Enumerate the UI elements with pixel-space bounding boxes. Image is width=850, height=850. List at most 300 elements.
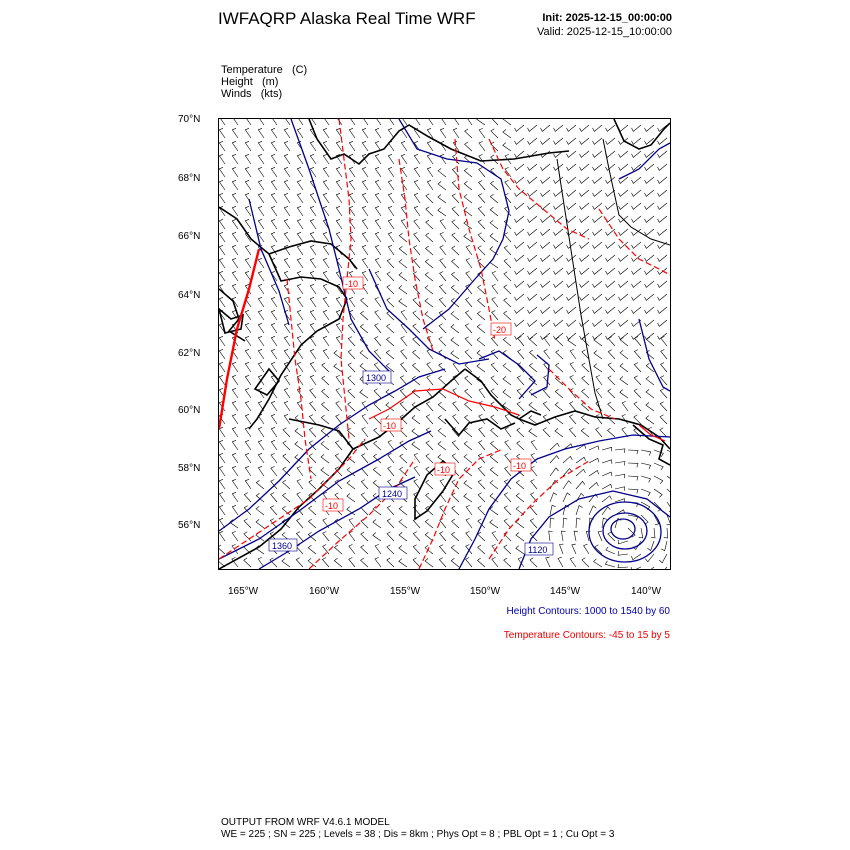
- wind-barb: [271, 297, 277, 307]
- wind-barb: [453, 128, 459, 138]
- wind-barb: [219, 531, 225, 541]
- wind-barb: [503, 376, 511, 385]
- wind-barb: [426, 220, 433, 229]
- wind-barb: [219, 375, 225, 385]
- wind-barb: [258, 557, 264, 567]
- wind-barb: [466, 271, 472, 281]
- wind-barb: [589, 446, 599, 450]
- height-label: [363, 371, 391, 383]
- wind-barb: [619, 229, 629, 235]
- wind-barb: [427, 180, 433, 190]
- wind-barb: [245, 401, 251, 411]
- wind-barb: [567, 307, 577, 313]
- wind-barb: [349, 232, 355, 242]
- wind-barb: [593, 320, 603, 326]
- wind-barb: [426, 207, 433, 216]
- wind-barb: [619, 307, 629, 313]
- wind-barb: [271, 193, 277, 203]
- wind-barb: [413, 558, 420, 567]
- wind-barb: [321, 415, 329, 424]
- wind-barb: [528, 229, 538, 235]
- wind-barb: [219, 492, 225, 502]
- wind-barb: [284, 206, 290, 216]
- wind-barb: [490, 207, 498, 216]
- wind-barb: [568, 338, 576, 346]
- wind-barb: [348, 350, 355, 359]
- wind-barb: [258, 206, 264, 216]
- wind-barb: [528, 307, 538, 313]
- wind-barb: [658, 190, 668, 196]
- svg-text:-10: -10: [383, 421, 397, 431]
- wind-barb: [645, 554, 654, 562]
- wind-barb: [413, 311, 420, 320]
- wind-barb: [360, 350, 368, 359]
- lat-label: 64°N: [178, 290, 201, 301]
- wind-barb: [554, 294, 564, 300]
- wind-barb: [271, 414, 277, 424]
- wind-barb: [503, 143, 511, 151]
- wind-barb: [297, 193, 303, 203]
- wind-barb: [387, 545, 394, 554]
- wind-barb: [425, 298, 433, 307]
- wind-barb: [479, 428, 485, 438]
- wind-barb: [658, 151, 668, 157]
- wind-barb: [515, 203, 525, 209]
- wind-barb: [567, 177, 577, 183]
- wind-barb: [295, 442, 303, 451]
- wind-barb: [360, 390, 368, 398]
- wind-barb: [427, 141, 433, 151]
- wind-barb: [541, 320, 551, 326]
- wind-barb: [245, 453, 251, 463]
- wind-barb: [440, 272, 446, 282]
- wind-barb: [581, 428, 589, 437]
- wind-barb: [399, 246, 407, 255]
- wind-barb: [504, 246, 511, 255]
- wind-barb: [271, 493, 277, 503]
- height-label: [379, 487, 407, 499]
- wind-barb: [414, 167, 420, 177]
- wind-barb: [310, 362, 316, 372]
- wind-barb: [504, 506, 511, 515]
- wind-barb: [465, 311, 472, 320]
- wind-barb: [661, 363, 667, 373]
- wind-barb: [440, 219, 446, 229]
- map-title: IWFAQRP Alaska Real Time WRF: [218, 9, 476, 28]
- wind-barb: [348, 337, 355, 346]
- wind-barb: [362, 206, 368, 216]
- wind-barb: [244, 519, 251, 528]
- field-label: Height: [221, 76, 253, 88]
- wind-barb: [322, 402, 330, 411]
- wind-barb: [660, 428, 667, 437]
- wind-barb: [452, 207, 459, 216]
- wind-barb: [297, 271, 303, 281]
- wind-barb: [620, 337, 628, 346]
- wind-barb: [336, 219, 342, 229]
- wind-barb: [580, 255, 590, 261]
- wind-barb: [491, 119, 498, 125]
- wind-barb: [308, 545, 316, 554]
- wind-barb: [528, 190, 538, 196]
- wind-barb: [258, 284, 264, 294]
- wind-barb: [543, 428, 550, 437]
- wind-barb: [427, 119, 433, 125]
- wind-barb: [606, 547, 615, 554]
- wind-barb: [550, 443, 559, 450]
- wind-barb: [232, 193, 238, 203]
- wind-barb: [529, 429, 537, 437]
- wind-barb: [414, 233, 420, 243]
- wind-barb: [576, 469, 585, 476]
- wind-barb: [427, 154, 433, 164]
- wind-barb: [518, 337, 524, 347]
- wind-barb: [438, 181, 446, 190]
- wind-barb: [558, 557, 563, 567]
- wind-barb: [232, 466, 238, 476]
- wind-barb: [641, 463, 651, 469]
- wind-barb: [399, 559, 407, 567]
- wind-barb: [297, 284, 303, 294]
- wind-barb: [310, 389, 316, 399]
- wind-barb: [387, 285, 394, 294]
- wind-barb: [582, 363, 589, 372]
- wind-barb: [580, 281, 590, 287]
- wind-barb: [606, 307, 616, 313]
- wind-barb: [622, 414, 628, 424]
- wind-barb: [606, 203, 616, 209]
- wind-barb: [362, 219, 368, 229]
- wind-barb: [284, 336, 290, 346]
- wind-barb: [541, 229, 551, 235]
- wind-barb: [360, 324, 368, 333]
- wind-barb: [271, 128, 277, 138]
- wind-barb: [517, 441, 524, 450]
- wind-barb: [619, 333, 629, 339]
- wind-barb: [258, 219, 264, 229]
- wind-barb: [479, 388, 485, 398]
- height-label: [269, 539, 297, 551]
- wind-barb: [608, 376, 615, 385]
- wind-barb: [401, 141, 407, 151]
- wind-barb: [479, 141, 485, 151]
- wind-barb: [426, 493, 433, 502]
- wind-barb: [478, 220, 485, 229]
- wind-barb: [438, 402, 446, 411]
- wind-barb: [399, 259, 407, 268]
- wind-barb: [491, 376, 498, 385]
- wind-barb: [490, 194, 498, 203]
- wind-barb: [297, 362, 303, 372]
- wind-barb: [452, 246, 459, 255]
- wind-barb: [438, 168, 446, 177]
- wind-barb: [633, 541, 641, 550]
- wind-barb: [580, 294, 590, 300]
- wind-barb: [490, 480, 498, 489]
- wind-barb: [297, 492, 303, 502]
- wind-barb: [479, 181, 485, 191]
- wind-barb: [602, 472, 612, 476]
- wind-barb: [550, 518, 554, 528]
- wind-barb: [491, 363, 498, 372]
- wind-barb: [641, 450, 651, 456]
- wind-barb: [593, 229, 603, 235]
- wind-barb: [362, 180, 368, 190]
- wind-barb: [425, 285, 433, 294]
- wind-barb: [413, 298, 420, 307]
- wind-barb: [541, 333, 551, 339]
- wind-barb: [310, 297, 316, 307]
- wind-barb: [596, 415, 602, 425]
- wind-barb: [580, 242, 590, 248]
- wind-barb: [283, 454, 290, 463]
- wind-barb: [466, 558, 472, 568]
- wind-barb: [335, 545, 343, 554]
- wind-barb: [322, 363, 329, 372]
- wind-barb: [362, 141, 368, 151]
- wind-barb: [400, 454, 407, 463]
- wind-barb: [661, 336, 667, 346]
- wind-barb: [570, 402, 576, 412]
- wind-barb: [477, 337, 485, 346]
- wind-barb: [323, 532, 329, 542]
- wind-barb: [465, 324, 472, 333]
- wind-barb: [219, 258, 225, 268]
- wind-barb: [608, 389, 615, 398]
- wind-barb: [645, 216, 655, 222]
- wind-barb: [589, 506, 596, 515]
- wind-barb: [297, 167, 303, 177]
- wind-barb: [321, 481, 329, 489]
- wind-barb: [593, 164, 603, 170]
- wind-barb: [425, 312, 433, 321]
- wind-barb: [348, 389, 355, 398]
- wind-barb: [518, 350, 524, 360]
- wind-barb: [606, 125, 616, 131]
- wind-barb: [608, 350, 615, 359]
- wind-barb: [219, 466, 225, 476]
- wind-barb: [309, 519, 317, 528]
- wind-barb: [232, 232, 238, 242]
- wind-barb: [556, 363, 563, 372]
- wind-barb: [375, 180, 381, 190]
- wind-barb: [464, 494, 472, 502]
- wind-barb: [608, 428, 616, 437]
- wind-barb: [323, 336, 329, 346]
- wind-barb: [375, 193, 381, 203]
- wind-barb: [375, 128, 381, 138]
- wind-barb: [297, 310, 303, 320]
- wind-barb: [503, 337, 511, 346]
- wind-barb: [477, 324, 485, 333]
- wind-barb: [219, 128, 225, 138]
- field-height: [221, 76, 278, 88]
- wind-barb: [528, 333, 538, 339]
- wind-barb: [620, 377, 628, 386]
- wind-barb: [580, 203, 590, 209]
- wind-barb: [515, 216, 525, 222]
- wind-barb: [580, 138, 590, 144]
- wind-barbs: [219, 119, 670, 569]
- wind-barb: [505, 454, 511, 464]
- wind-barb: [387, 259, 394, 268]
- wind-barb: [570, 349, 576, 359]
- wind-barb: [413, 259, 420, 268]
- lat-label: 68°N: [178, 173, 201, 184]
- contour-labels: [269, 277, 553, 555]
- wind-barb: [490, 233, 498, 242]
- wind-barb: [297, 519, 303, 529]
- wind-barb: [245, 310, 251, 320]
- wind-barb: [244, 493, 251, 502]
- wind-barb: [580, 268, 590, 274]
- wind-barb: [282, 559, 290, 568]
- wind-barb: [515, 268, 525, 274]
- wind-barb: [439, 545, 446, 554]
- wind-barb: [589, 458, 599, 463]
- wind-barb: [414, 479, 420, 489]
- wind-barb: [478, 298, 486, 307]
- height-label: [525, 543, 553, 555]
- wind-barb: [515, 307, 525, 313]
- wind-barb: [256, 519, 264, 528]
- wind-barb: [505, 180, 511, 190]
- wind-barb: [245, 141, 251, 151]
- wind-barb: [492, 557, 498, 567]
- wind-barb: [245, 219, 251, 229]
- wind-barb: [336, 415, 342, 425]
- wind-barb: [401, 310, 407, 320]
- wind-barb: [426, 233, 433, 242]
- wind-barb: [414, 180, 420, 190]
- wind-barb: [375, 337, 381, 347]
- wind-barb: [531, 480, 537, 490]
- wind-barb: [594, 351, 602, 360]
- wind-barb: [569, 415, 576, 424]
- wind-barb: [374, 389, 381, 398]
- wind-barb: [323, 167, 329, 177]
- wind-barb: [654, 489, 662, 497]
- wind-barb: [516, 533, 524, 542]
- wind-barb: [593, 333, 603, 339]
- wind-barb: [426, 441, 433, 450]
- wind-barb: [654, 476, 663, 484]
- wind-barb: [401, 363, 407, 373]
- wind-barb: [295, 428, 303, 437]
- wind-barb: [546, 557, 550, 567]
- wind-barb: [283, 493, 291, 502]
- wind-barb: [388, 128, 394, 138]
- wind-barb: [567, 294, 577, 300]
- wind-barb: [438, 195, 446, 204]
- wind-barb: [375, 154, 381, 164]
- wind-barb: [258, 271, 264, 281]
- wind-barb: [645, 203, 655, 209]
- wind-barb: [426, 246, 434, 255]
- wind-barb: [310, 375, 316, 385]
- wind-barb: [245, 375, 251, 385]
- wind-barb: [375, 557, 381, 567]
- wind-barb: [567, 255, 577, 261]
- wind-barb: [645, 567, 655, 569]
- wind-barb: [284, 388, 290, 398]
- wind-barb: [399, 506, 407, 515]
- wind-barb: [256, 506, 264, 515]
- wind-barb: [375, 245, 381, 255]
- wind-barb: [503, 390, 511, 399]
- wind-barb: [541, 242, 551, 248]
- wind-barb: [570, 557, 576, 567]
- wind-barb: [582, 389, 589, 398]
- lon-label: 140°W: [631, 586, 662, 597]
- wind-barb: [349, 297, 355, 307]
- wind-barb: [375, 167, 381, 177]
- wind-barb: [528, 125, 538, 131]
- wind-barb: [219, 440, 225, 450]
- wind-barb: [645, 242, 655, 248]
- field-unit: (kts): [260, 88, 283, 100]
- wind-barb: [478, 467, 485, 476]
- wind-barb: [452, 454, 459, 463]
- wind-barb: [531, 466, 537, 476]
- wind-barb: [645, 320, 655, 326]
- wind-barb: [245, 128, 251, 138]
- wind-barb: [399, 272, 407, 281]
- wind-barb: [580, 177, 590, 183]
- wind-barb: [425, 259, 433, 268]
- wind-barb: [554, 268, 564, 274]
- wind-barb: [554, 333, 564, 339]
- wind-barb: [658, 333, 668, 339]
- wind-barb: [606, 320, 616, 326]
- wind-barb: [492, 284, 498, 294]
- wind-barb: [541, 138, 551, 144]
- wind-barb: [232, 492, 238, 502]
- wind-barb: [556, 350, 563, 359]
- wind-barb: [660, 402, 667, 411]
- wind-barb: [245, 440, 251, 450]
- wind-barb: [284, 193, 290, 203]
- temperature-label: [381, 419, 401, 431]
- wind-barb: [602, 447, 612, 451]
- wind-barb: [232, 401, 238, 411]
- wind-barb: [504, 532, 511, 541]
- wind-barb: [323, 128, 329, 138]
- wind-barb: [219, 167, 225, 177]
- wind-barb: [425, 532, 433, 541]
- wind-barb: [310, 402, 316, 412]
- wind-barb: [335, 441, 342, 450]
- lat-label: 56°N: [178, 520, 201, 531]
- wind-barb: [632, 164, 642, 170]
- wind-barb: [641, 489, 650, 496]
- wind-barb: [373, 467, 381, 476]
- wind-barb: [645, 125, 655, 131]
- wind-barb: [541, 164, 551, 170]
- wind-barb: [631, 554, 641, 560]
- wind-barb: [645, 190, 655, 196]
- wind-barb: [413, 532, 420, 541]
- wind-barb: [309, 454, 316, 463]
- wind-barb: [347, 480, 355, 489]
- wind-barb: [219, 232, 225, 242]
- model-config-line: WE = 225 ; SN = 225 ; Levels = 38 ; Dis = 8km ; Phys Opt = 8 ; PBL Opt = 1 ; Cu Opt = 3: [221, 829, 615, 840]
- wind-barb: [387, 558, 394, 567]
- wind-barb: [388, 219, 394, 229]
- wind-barb: [619, 255, 629, 261]
- wind-barb: [427, 376, 433, 386]
- lon-label: 145°W: [550, 586, 581, 597]
